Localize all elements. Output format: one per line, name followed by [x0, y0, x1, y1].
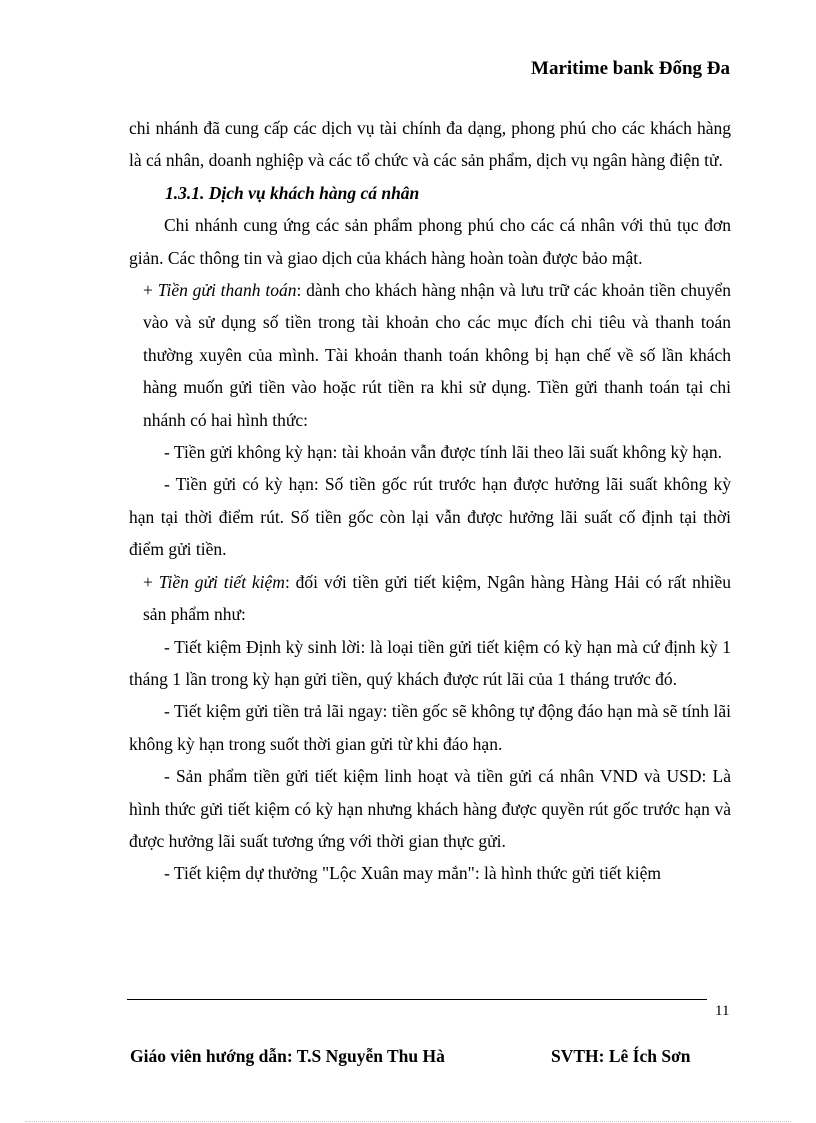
list-item: - Tiết kiệm gửi tiền trả lãi ngay: tiền gốc sẽ không tự động đáo hạn mà sẽ tính lãi không kỳ hạn trong suốt thời gian gửi từ khi đáo hạn.	[129, 701, 731, 754]
section-heading: 1.3.1. Dịch vụ khách hàng cá nhân	[165, 182, 420, 203]
page-number: 11	[715, 1003, 730, 1019]
page-bottom-border	[25, 1121, 791, 1122]
plus-marker: +	[143, 280, 158, 301]
list-item: - Sản phẩm tiền gửi tiết kiệm linh hoạt và tiền gửi cá nhân VND và USD: Là hình thức gửi tiết kiệm có kỳ hạn nhưng khách hàng được quyền rút gốc trước hạn và được hưởng lãi suất tương ứng với thời gian thực gửi.	[129, 766, 731, 851]
term-deposit-payment: Tiền gửi thanh toán	[157, 280, 297, 301]
list-item: - Tiết kiệm dự thưởng "Lộc Xuân may mắn": là hình thức gửi tiết kiệm	[164, 863, 661, 884]
plus-marker: +	[143, 571, 159, 592]
paragraph-text: : dành cho khách hàng nhận và lưu trữ các khoản tiền chuyển vào và sử dụng số tiền trong tài khoản cho các mục đích chi tiêu và thanh toán thường xuyên của mình. Tài khoản thanh toán không bị hạn chế về số lần khách hàng muốn gửi tiền vào hoặc rút tiền ra khi sử dụng. Tiền gửi thanh toán tại chi nhánh có hai hình thức:	[143, 280, 731, 430]
paragraph: Chi nhánh cung ứng các sản phẩm phong phú cho các cá nhân với thủ tục đơn giản. Các thông tin và giao dịch của khách hàng hoàn toàn được bảo mật.	[129, 215, 731, 268]
paragraph: chi nhánh đã cung cấp các dịch vụ tài chính đa dạng, phong phú cho các khách hàng là cá nhân, doanh nghiệp và các tổ chức và các sản phẩm, dịch vụ ngân hàng điện tử.	[129, 118, 731, 171]
term-savings-deposit: Tiền gửi tiết kiệm	[158, 571, 285, 592]
list-item: - Tiền gửi không kỳ hạn: tài khoản vẫn được tính lãi theo lãi suất không kỳ hạn.	[164, 442, 723, 463]
footer-student: SVTH: Lê Ích Sơn	[551, 1046, 691, 1066]
document-body	[129, 112, 731, 890]
page-header-title: Maritime bank Đống Đa	[531, 58, 730, 79]
paragraph-deposit-payment	[129, 274, 731, 436]
list-item: - Tiền gửi có kỳ hạn: Số tiền gốc rút trước hạn được hưởng lãi suất không kỳ hạn tại thời điểm rút. Số tiền gốc còn lại vẫn được hưởng lãi suất cố định tại thời điểm gửi tiền.	[129, 474, 731, 560]
footer-divider	[127, 999, 707, 1000]
paragraph-savings-deposit	[129, 566, 731, 631]
list-item: - Tiết kiệm Định kỳ sinh lời: là loại tiền gửi tiết kiệm có kỳ hạn mà cứ định kỳ 1 tháng 1 lần trong kỳ hạn gửi tiền, quý khách được rút lãi của 1 tháng trước đó.	[129, 636, 731, 689]
footer-advisor: Giáo viên hướng dẫn: T.S Nguyễn Thu Hà	[130, 1046, 445, 1066]
paragraph-text: : đối với tiền gửi tiết kiệm, Ngân hàng Hàng Hải có rất nhiều sản phẩm như:	[143, 571, 731, 625]
